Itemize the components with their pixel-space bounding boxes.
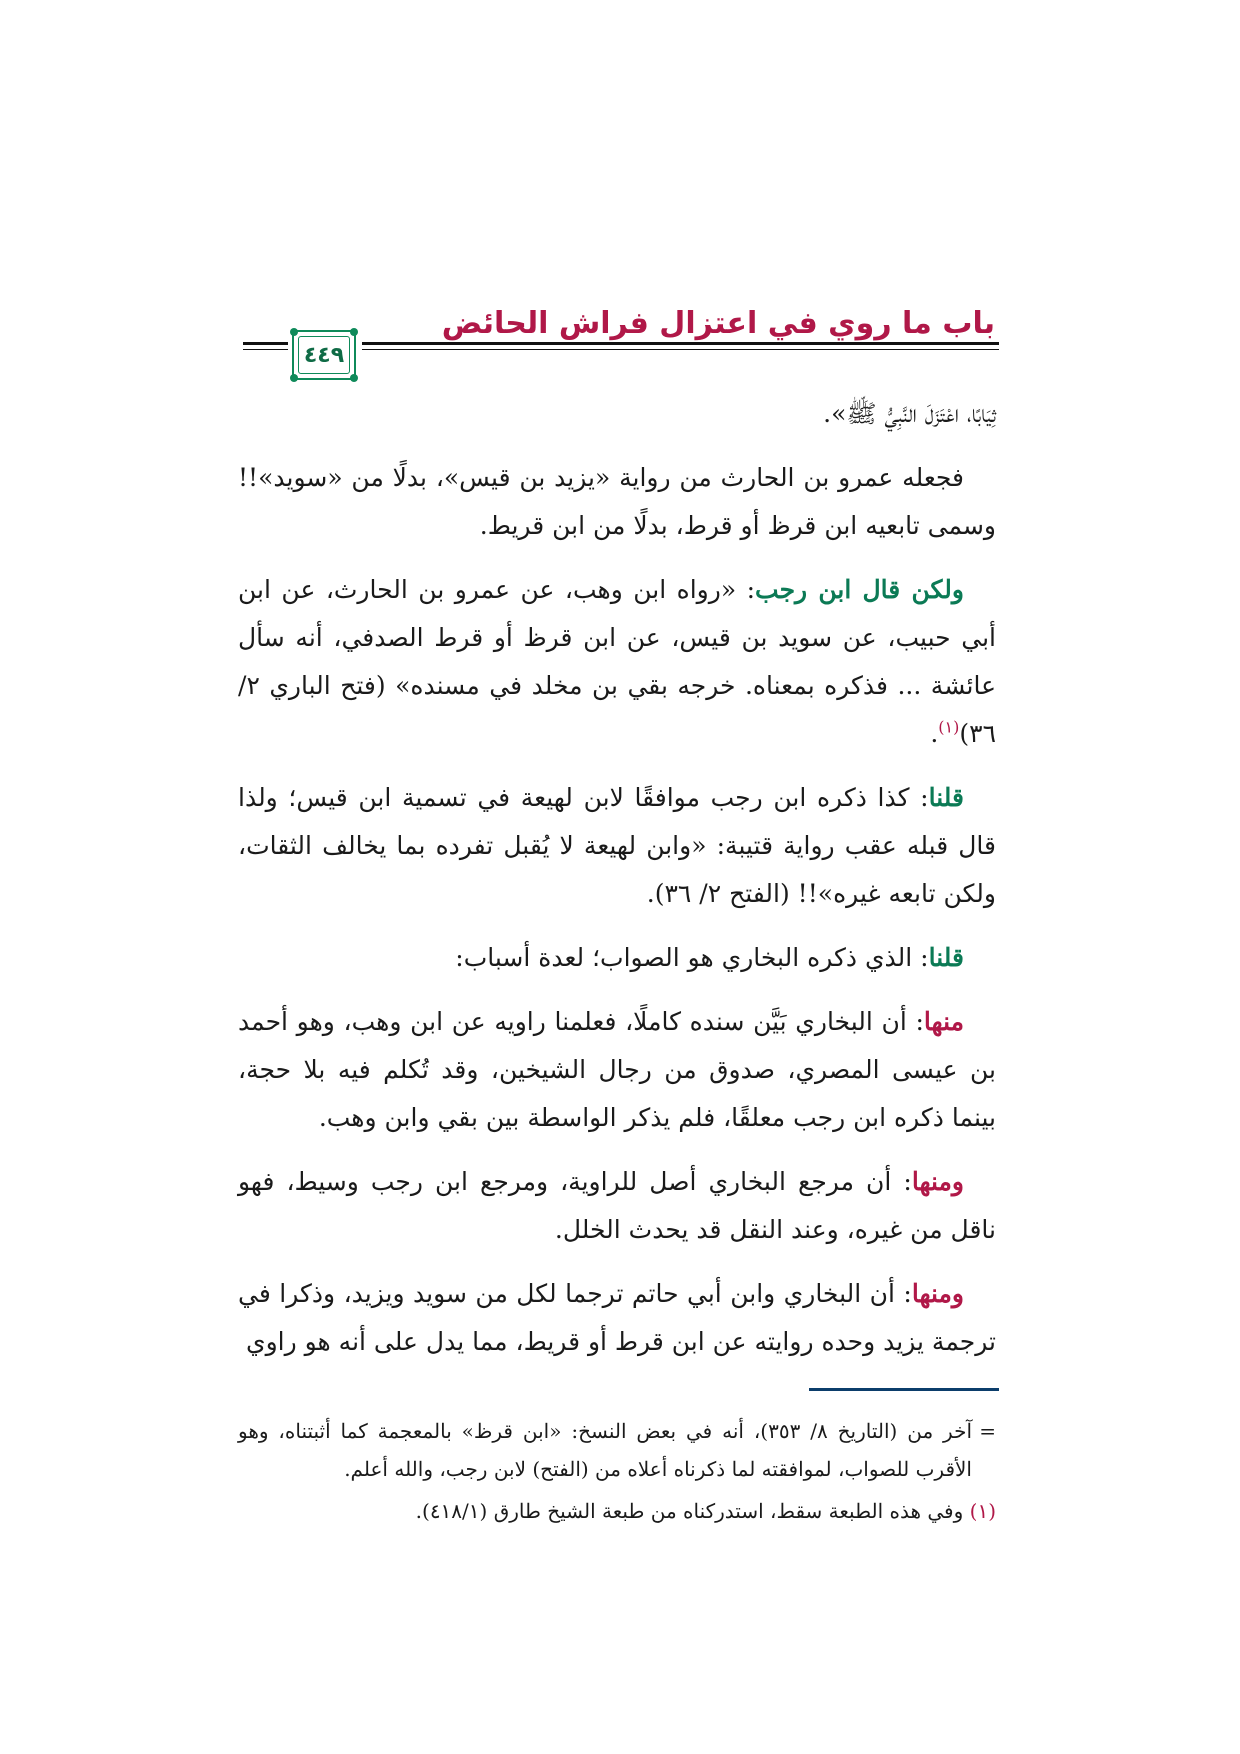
paragraph-text: : «رواه ابن وهب، عن عمرو بن الحارث، عن ابن أبي حبيب، عن سويد بن قيس، عن ابن قرظ أو قرط الصدفي، أنه سأل عائشة ... فذكره بمعناه. خرجه بقي بن مخلد في مسنده» (فتح الباري ٢/ ٣٦) (238, 575, 996, 748)
footnote-text: آخر من (التاريخ ٨/ ٣٥٣)، أنه في بعض النسخ: «ابن قرظ» بالمعجمة كما أثبتناه، وهو الأقرب للصواب، لموافقته لما ذكرناه أعلاه من (الفتح) لابن رجب، والله أعلم. (238, 1419, 972, 1481)
badge-ornament (350, 328, 358, 336)
paragraph-text: : أن البخاري وابن أبي حاتم ترجما لكل من سويد ويزيد، وذكرا في ترجمة يزيد وحده روايته عن ابن قرط أو قريط، مما يدل على أنه هو راوي (238, 1279, 996, 1356)
paragraph-label: منها (923, 1007, 964, 1036)
footnotes (238, 1412, 996, 1534)
paragraph: فجعله عمرو بن الحارث من رواية «يزيد بن قيس»، بدلًا من «سويد»!! وسمى تابعيه ابن قرظ أو قرط، بدلًا من ابن قريط. (238, 463, 996, 540)
running-title: باب ما روي في اعتزال فراش الحائض (441, 306, 995, 341)
paragraph-end: . (930, 719, 939, 748)
footnote-text: وفي هذه الطبعة سقط، استدركناه من طبعة الشيخ طارق (٤١٨/١). (415, 1499, 970, 1523)
paragraph-text: : أن مرجع البخاري أصل للراوية، ومرجع ابن رجب وسيط، فهو ناقل من غيره، وعند النقل قد يحدث الخلل. (238, 1167, 996, 1244)
badge-ornament (290, 374, 298, 382)
paragraph-label: قلنا (928, 783, 964, 812)
header-rule-right-thin (362, 349, 999, 350)
page-number-badge (292, 330, 356, 380)
footnote-number: (١) (969, 1499, 996, 1523)
paragraph-label: ومنها (911, 1167, 964, 1196)
paragraph (238, 566, 996, 758)
paragraph (238, 934, 996, 982)
paragraph-label: ولكن قال ابن رجب (755, 575, 964, 604)
main-text (238, 390, 996, 1382)
paragraph-label: قلنا (928, 943, 964, 972)
paragraph-text: : أن البخاري بَيَّن سنده كاملًا، فعلمنا راويه عن ابن وهب، وهو أحمد بن عيسى المصري، صدوق من رجال الشيخين، وقد تُكلم فيه بلا حجة، بينما ذكره ابن رجب معلقًا، فلم يذكر الواسطة بين بقي وابن وهب. (238, 1007, 996, 1132)
header-rule-left-thin (243, 349, 288, 350)
footnote-separator (809, 1388, 999, 1391)
badge-ornament (290, 328, 298, 336)
footnote-continuation (238, 1412, 996, 1488)
header-rule-left-thick (243, 342, 288, 345)
paragraph-text: : الذي ذكره البخاري هو الصواب؛ لعدة أسباب: (455, 943, 929, 972)
paragraph (238, 774, 996, 918)
paragraph (238, 1158, 996, 1254)
paragraph-label: ومنها (911, 1279, 964, 1308)
header-rule-right-thick (362, 342, 999, 345)
continuation-mark: = (979, 1419, 996, 1443)
paragraph-text: : كذا ذكره ابن رجب موافقًا لابن لهيعة في تسمية ابن قيس؛ ولذا قال قبله عقب رواية قتيبة: «وابن لهيعة لا يُقبل تفرده بما يخالف الثقات، ولكن تابعه غيره»!! (الفتح ٢/ ٣٦). (238, 783, 996, 908)
footnote-1 (238, 1492, 996, 1530)
footnote-reference[interactable]: (١) (938, 717, 960, 737)
paragraph-quote-end: ثِيَابًا، اعْتَزَلَ النَّبِيُّ ﷺ». (823, 399, 996, 428)
page-number: ٤٤٩ (303, 342, 345, 368)
paragraph (238, 1270, 996, 1366)
paragraph (238, 998, 996, 1142)
badge-ornament (350, 374, 358, 382)
